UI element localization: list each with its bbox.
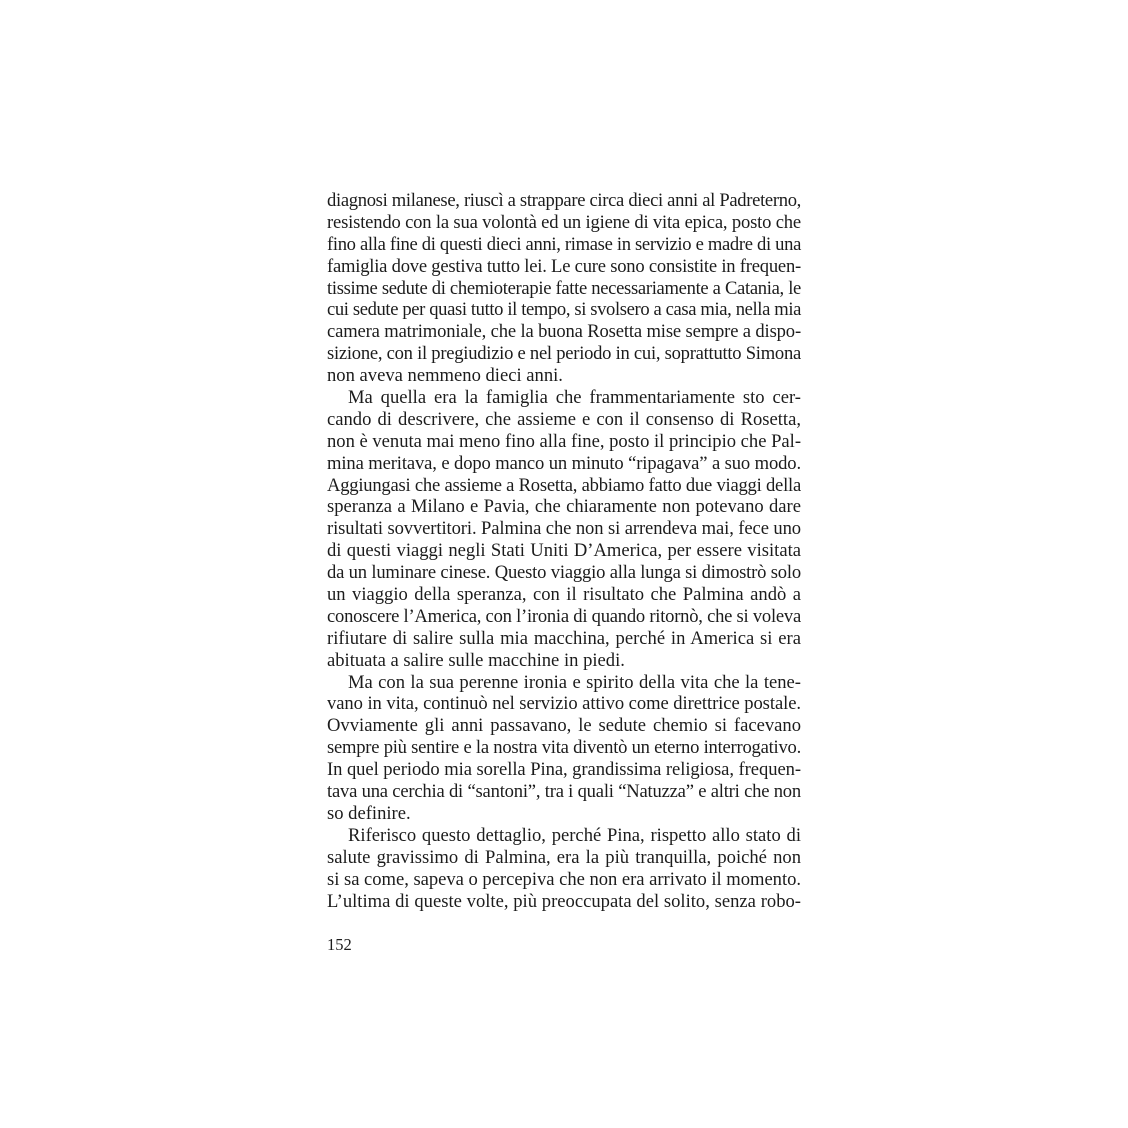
text-line: cando di descrivere, che assieme e con il consenso di Rosetta, bbox=[327, 408, 801, 430]
text-line: da un luminare cinese. Questo viaggio alla lunga si dimostrò solo bbox=[327, 562, 801, 584]
text-line: di questi viaggi negli Stati Uniti D’America, per essere visitata bbox=[327, 540, 801, 562]
text-line: L’ultima di queste volte, più preoccupata del solito, senza robo- bbox=[327, 890, 801, 912]
text-line: un viaggio della speranza, con il risultato che Palmina andò a bbox=[327, 584, 801, 606]
text-line: speranza a Milano e Pavia, che chiaramente non potevano dare bbox=[327, 496, 801, 518]
text-line: tava una cerchia di “santoni”, tra i quali “Natuzza” e altri che non bbox=[327, 781, 801, 803]
text-line: conoscere l’America, con l’ironia di quando ritornò, che si voleva bbox=[327, 605, 801, 627]
text-line: Ovviamente gli anni passavano, le sedute chemio si facevano bbox=[327, 715, 801, 737]
text-line: famiglia dove gestiva tutto lei. Le cure sono consistite in frequen- bbox=[327, 255, 801, 277]
text-line: vano in vita, continuò nel servizio attivo come direttrice postale. bbox=[327, 693, 801, 715]
text-line: non è venuta mai meno fino alla fine, posto il principio che Pal- bbox=[327, 430, 802, 452]
text-line: camera matrimoniale, che la buona Rosetta mise sempre a dispo- bbox=[327, 321, 801, 343]
text-line: rifiutare di salire sulla mia macchina, perché in America si era bbox=[327, 627, 801, 649]
text-line: Aggiungasi che assieme a Rosetta, abbiamo fatto due viaggi della bbox=[327, 474, 801, 496]
text-line: si sa come, sapeva o percepiva che non era arrivato il momento. bbox=[327, 868, 801, 890]
page-body bbox=[327, 190, 801, 912]
text-line: abituata a salire sulle macchine in piedi. bbox=[327, 649, 625, 671]
text-line: so definire. bbox=[327, 802, 411, 824]
text-line: Ma quella era la famiglia che frammentariamente sto cer- bbox=[348, 387, 801, 409]
paragraph bbox=[327, 190, 801, 387]
text-line: diagnosi milanese, riuscì a strappare circa dieci anni al Padreterno, bbox=[327, 190, 801, 211]
text-line: Ma con la sua perenne ironia e spirito della vita che la tene- bbox=[348, 671, 801, 693]
text-line: resistendo con la sua volontà ed un igiene di vita epica, posto che bbox=[327, 211, 801, 233]
text-line: fino alla fine di questi dieci anni, rimase in servizio e madre di una bbox=[327, 233, 801, 255]
page-number: 152 bbox=[327, 935, 352, 954]
paragraph bbox=[327, 825, 801, 913]
text-line: sizione, con il pregiudizio e nel periodo in cui, soprattutto Simona bbox=[327, 343, 801, 365]
text-line: sempre più sentire e la nostra vita diventò un eterno interrogativo. bbox=[327, 737, 801, 759]
text-line: mina meritava, e dopo manco un minuto “ripagava” a suo modo. bbox=[327, 452, 801, 474]
text-line: In quel periodo mia sorella Pina, grandissima religiosa, frequen- bbox=[327, 759, 801, 781]
text-line: risultati sovvertitori. Palmina che non si arrendeva mai, fece uno bbox=[327, 518, 801, 540]
text-line: salute gravissimo di Palmina, era la più tranquilla, poiché non bbox=[327, 846, 801, 868]
text-line: tissime sedute di chemioterapie fatte necessariamente a Catania, le bbox=[327, 277, 801, 299]
text-line: cui sedute per quasi tutto il tempo, si svolsero a casa mia, nella mia bbox=[327, 299, 801, 321]
paragraph bbox=[327, 387, 801, 672]
text-line: non aveva nemmeno dieci anni. bbox=[327, 365, 563, 387]
paragraph bbox=[327, 672, 801, 825]
text-line: Riferisco questo dettaglio, perché Pina, rispetto allo stato di bbox=[348, 824, 801, 846]
